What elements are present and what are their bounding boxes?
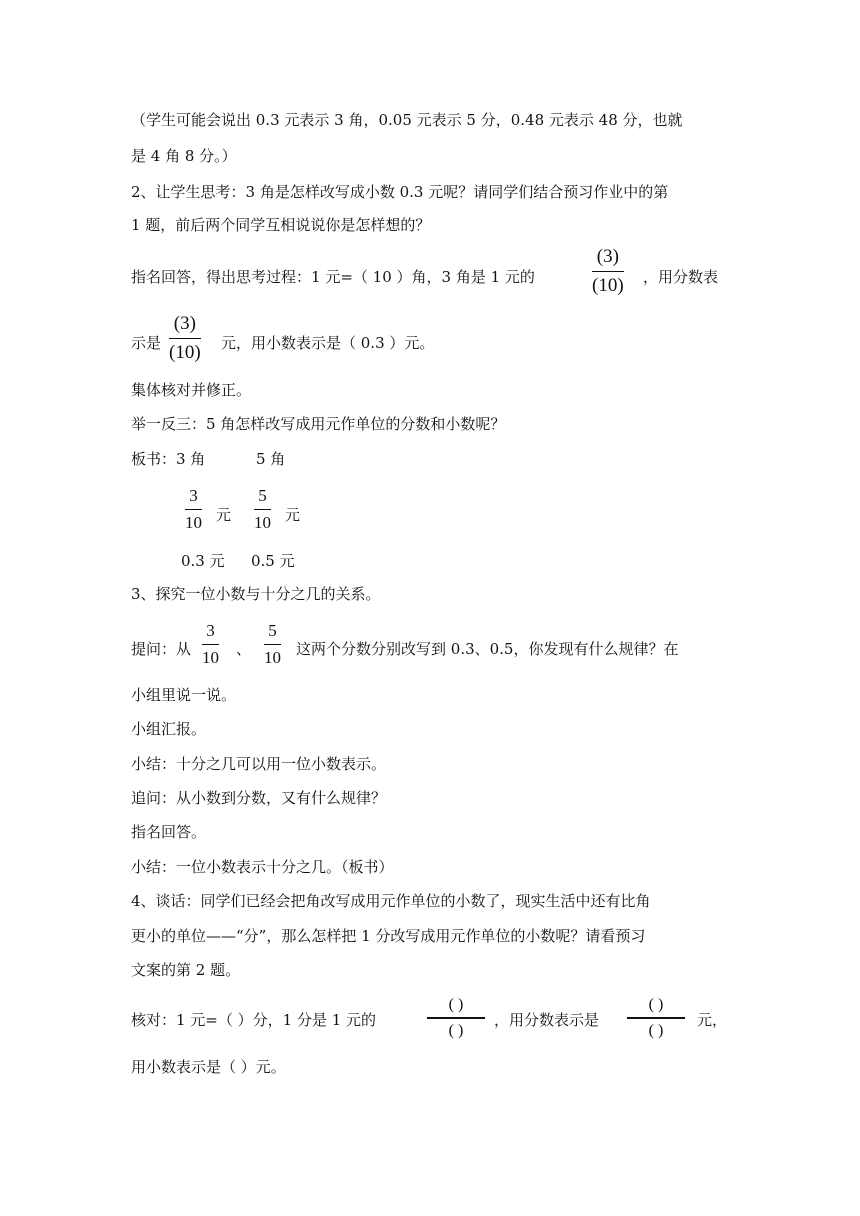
frac-numerator: 5 [268,621,277,640]
frac-numerator: 3 [206,621,215,640]
followup: 追问：从小数到分数，又有什么规律？ [131,789,387,807]
para4-line3: 文案的第 2 题。 [131,961,241,979]
answer-line2-post: 元，用小数表示是（ 0.3 ）元。 [221,334,435,352]
fraction-bar [427,1017,485,1019]
frac-denominator: 10 [254,513,271,532]
board-5jiao: 5 角 [256,450,286,468]
para1-line2: 是 4 角 8 分。） [131,147,237,165]
summary1: 小结：十分之几可以用一位小数表示。 [131,755,387,773]
para2-line2: 1 题，前后两个同学互相说说你是怎样想的？ [131,216,431,234]
named-answer: 指名回答。 [131,823,207,841]
fraction-bar [627,1017,685,1019]
frac-denominator: 10 [264,648,281,667]
para2-line1: 2、让学生思考：3 角是怎样改写成小数 0.3 元呢？请同学们结合预习作业中的第 [131,183,669,201]
fraction-bar [169,338,201,339]
frac-denominator: ( ) [648,1022,664,1039]
fraction-bar [202,644,219,645]
ask-separator: 、 [236,640,252,658]
summary2: 小结：一位小数表示十分之几。（板书） [131,858,394,876]
blank-fraction-2 [627,995,685,1041]
board-unit2: 元 [285,506,301,524]
verify-mid: ，用分数表示是 [494,1011,600,1029]
blank-fraction-1 [427,995,485,1041]
ask-pre: 提问：从 [131,640,192,658]
frac-numerator: 5 [258,486,267,505]
frac-denominator: 10 [185,513,202,532]
board-dec1: 0.3 元 [181,552,225,570]
fraction-bar [185,509,202,510]
ask-fraction-5-10 [264,620,281,669]
frac-numerator: ( ) [648,996,664,1013]
frac-denominator: (10) [592,275,624,296]
question-line: 举一反三：5 角怎样改写成用元作单位的分数和小数呢？ [131,415,506,433]
verify-post: 元， [697,1011,728,1029]
verify-pre: 核对：1 元=（ ）分，1 分是 1 元的 [131,1011,377,1029]
verify-line2: 用小数表示是（ ）元。 [131,1058,286,1076]
board-dec2: 0.5 元 [251,552,295,570]
frac-denominator: 10 [202,648,219,667]
frac-numerator: 3 [189,486,198,505]
fraction-bar [254,509,271,510]
answer-line1-post: ，用分数表 [643,268,719,286]
frac-numerator: ( ) [448,996,464,1013]
ask-post: 这两个分数分别改写到 0.3、0.5，你发现有什么规律？在 [296,640,679,658]
answer-line2-pre: 示是 [131,334,162,352]
para1-line1: （学生可能会说出 0.3 元表示 3 角，0.05 元表示 5 分，0.48 元表示 48 分，也就 [131,111,683,129]
frac-numerator: (3) [596,246,619,267]
fraction-bar [592,271,624,272]
fraction-3-over-10-b [169,312,201,365]
board-unit1: 元 [216,506,232,524]
frac-denominator: (10) [169,342,201,363]
group-report: 小组汇报。 [131,720,207,738]
ask-fraction-3-10 [202,620,219,669]
para4-line1: 4、谈话：同学们已经会把角改写成用元作单位的小数了，现实生活中还有比角 [131,892,651,910]
board-fraction-3-10 [185,485,202,534]
check-line: 集体核对并修正。 [131,381,252,399]
fraction-3-over-10-a [592,245,624,298]
fraction-bar [264,644,281,645]
board-fraction-5-10 [254,485,271,534]
para3-title: 3、探究一位小数与十分之几的关系。 [131,585,381,603]
board-label: 板书：3 角 [131,450,206,468]
answer-line1-pre: 指名回答，得出思考过程：1 元=（ 10 ）角，3 角是 1 元的 [131,268,535,286]
frac-denominator: ( ) [448,1022,464,1039]
para4-line2: 更小的单位——“分”，那么怎样把 1 分改写成用元作单位的小数呢？请看预习 [131,927,646,945]
ask-line2: 小组里说一说。 [131,686,237,704]
frac-numerator: (3) [173,313,196,334]
